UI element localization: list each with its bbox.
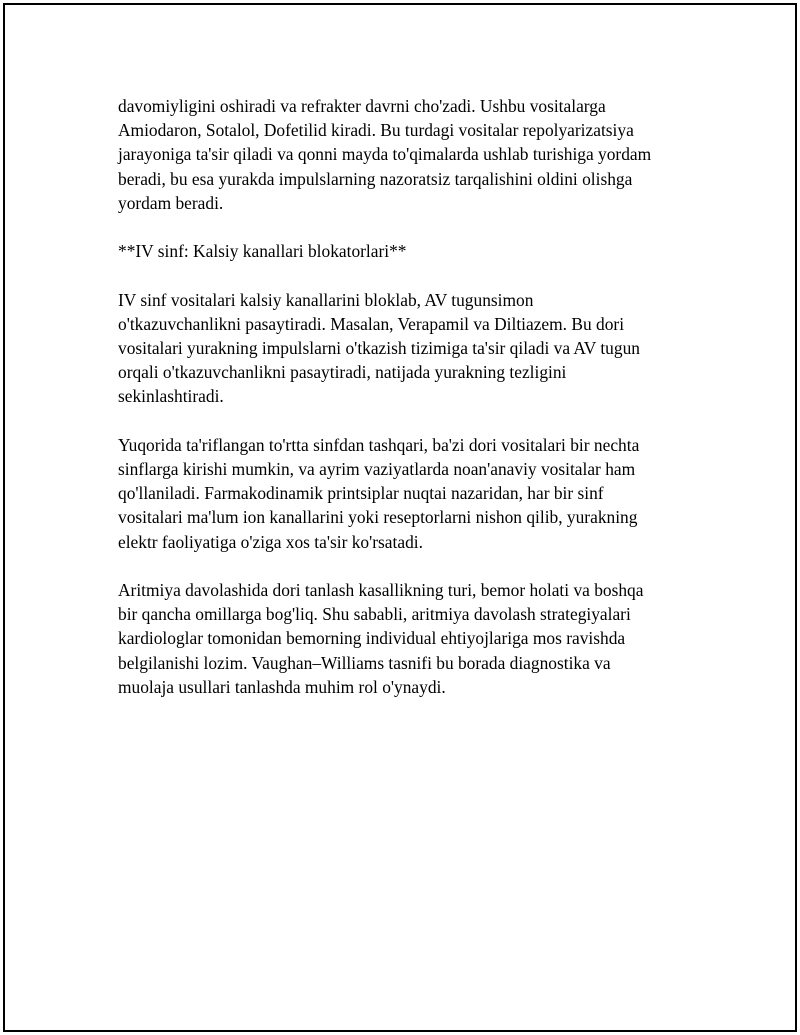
text-line: bir qancha omillarga bog'liq. Shu sababli, aritmiya davolash strategiyalari: [118, 604, 631, 625]
paragraph-class-iii-continued: [118, 94, 698, 215]
text-line: yordam beradi.: [118, 192, 224, 213]
text-line: sekinlashtiradi.: [118, 386, 224, 407]
heading-line: **IV sinf: Kalsiy kanallari blokatorlari**: [118, 241, 407, 262]
text-line: Amiodaron, Sotalol, Dofetilid kiradi. Bu turdagi vositalar repolyarizatsiya: [118, 120, 634, 141]
text-line: vositalari yurakning impulslarni o'tkazish tizimiga ta'sir qiladi va AV tugun: [118, 338, 640, 358]
text-line: vositalari ma'lum ion kanallarini yoki reseptorlarni nishon qilib, yurakning: [118, 507, 638, 528]
text-line: orqali o'tkazuvchanlikni pasaytiradi, natijada yurakning tezligini: [118, 362, 567, 383]
text-line: IV sinf vositalari kalsiy kanallarini bloklab, AV tugunsimon: [118, 289, 534, 310]
text-line: muolaja usullari tanlashda muhim rol o'ynaydi.: [118, 676, 446, 697]
text-line: sinflarga kirishi mumkin, va ayrim vaziyatlarda noan'anaviy vositalar ham: [118, 459, 636, 479]
text-line: kardiologlar tomonidan bemorning individual ehtiyojlariga mos ravishda: [118, 628, 626, 649]
document-body: [118, 94, 698, 723]
text-line: o'tkazuvchanlikni pasaytiradi. Masalan, Verapamil va Diltiazem. Bu dori: [118, 313, 625, 334]
text-line: davomiyligini oshiradi va refrakter davrni cho'zadi. Ushbu vositalarga: [118, 96, 606, 116]
paragraph-class-iv: [118, 288, 698, 409]
text-line: jarayoniga ta'sir qiladi va qonni mayda to'qimalarda ushlab turishiga yordam: [118, 144, 652, 165]
section-heading-class-iv: [118, 239, 698, 263]
text-line: Aritmiya davolashida dori tanlash kasallikning turi, bemor holati va boshqa: [118, 580, 644, 600]
paragraph-other-classes: [118, 433, 698, 554]
text-line: beradi, bu esa yurakda impulslarning nazoratsiz tarqalishini oldini olishga: [118, 168, 633, 189]
text-line: elektr faoliyatiga o'ziga xos ta'sir ko'rsatadi.: [118, 531, 423, 552]
text-line: belgilanishi lozim. Vaughan–Williams tasnifi bu borada diagnostika va: [118, 652, 611, 673]
text-line: Yuqorida ta'riflangan to'rtta sinfdan tashqari, ba'zi dori vositalari bir nechta: [118, 434, 640, 455]
paragraph-treatment-selection: [118, 578, 698, 699]
text-line: qo'llaniladi. Farmakodinamik printsiplar nuqtai nazaridan, har bir sinf: [118, 483, 604, 504]
